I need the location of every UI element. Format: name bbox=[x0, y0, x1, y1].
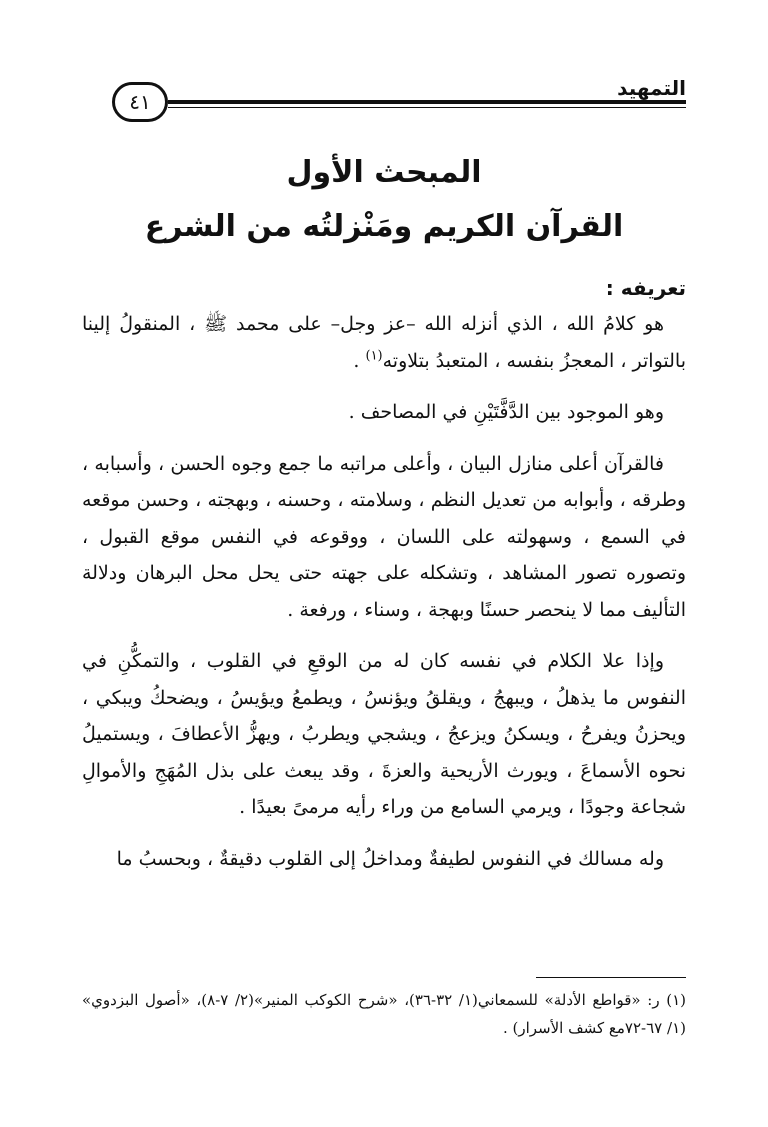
page-number: ٤١ bbox=[112, 82, 168, 122]
definition-text: هو كلامُ الله ، الذي أنزله الله –عز وجل– على محمد ﷺ ، المنقولُ إلينا بالتواتر ، المعجزُ بنفسه ، المتعبدُ بتلاوته bbox=[82, 313, 686, 372]
header-rule bbox=[168, 100, 686, 104]
paragraph: وهو الموجود بين الدَّفَّتَيْنِ في المصاحف . bbox=[348, 401, 664, 423]
running-header bbox=[110, 70, 686, 130]
footnote-separator bbox=[536, 977, 686, 978]
header-rule-thin bbox=[168, 107, 686, 108]
paragraph: فالقرآن أعلى منازل البيان ، وأعلى مراتبه ما جمع وجوه الحسن ، وأسبابه ، وطرقه ، وأبوابه من تعديل النظم ، وسلامته ، وحسنه ، وبهجته ، وحسن موقعه في السمع ، وسهولته على اللسان ، ووقوعه في النفس موقع القبول ، وتصوره تصور المشاهد ، وتشكله على جهته حتى يحل محل البرهان ودلالة التأليف مما لا ينحصر حسنًا وبهجة ، وسناء ، ورفعة . bbox=[82, 452, 686, 621]
definition-label: تعريفه : bbox=[605, 276, 686, 300]
section-subtitle: القرآن الكريم ومَنْزلتُه من الشرع bbox=[144, 209, 624, 244]
section-heading: المبحث الأول bbox=[286, 155, 482, 190]
definition-paragraph bbox=[82, 306, 686, 379]
paragraph: وإذا علا الكلام في نفسه كان له من الوقعِ في القلوب ، والتمكُّنِ في النفوس ما يذهلُ ، ويبهجُ ، ويقلقُ ويؤنسُ ، ويطمعُ ويؤيسُ ، ويضحكُ ويبكي ، ويحزنُ ويفرحُ ، ويسكنُ ويزعجُ ، ويشجي ويطربُ ، ويهزُّ الأعطافَ ، ويستميلُ نحوه الأسماعَ ، ويورث الأريحية والعزةَ ، وقد يبعث على بذل المُهَجِ والأموالِ شجاعة وجودًا ، ويرمي السامع من وراء رأيه مرمىً بعيدًا . bbox=[82, 650, 686, 818]
section-titles bbox=[100, 146, 668, 254]
footnote: (١) ر: «قواطع الأدلة» للسمعاني(١/ ٣٢-٣٦)، «شرح الكوكب المنير»(٢/ ٧-٨)، «أصول البزدوي» (١/ ٦٧-٧٢مع كشف الأسرار) . bbox=[82, 991, 686, 1037]
main-text bbox=[82, 270, 686, 892]
chapter-title: التمهيد bbox=[617, 76, 686, 100]
footnote-reference: (١) bbox=[365, 348, 383, 364]
paragraph: وله مسالك في النفوس لطيفةٌ ومداخلُ إلى القلوب دقيقةٌ ، وبحسبُ ما bbox=[116, 847, 664, 870]
sentence-end: . bbox=[353, 349, 366, 372]
